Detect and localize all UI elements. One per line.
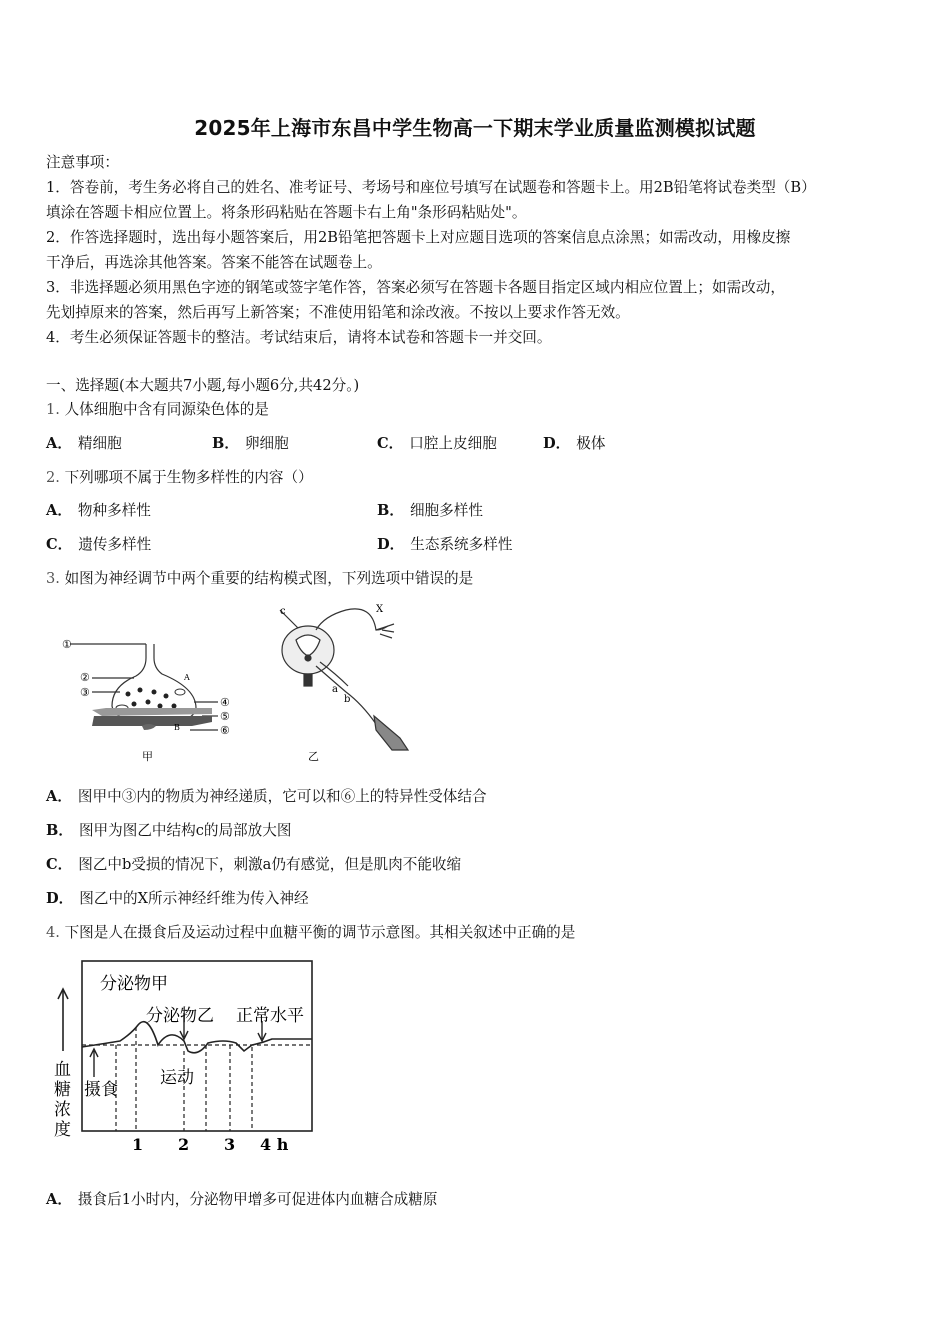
reflex-arc-figure [276, 600, 421, 766]
option-text: 卵细胞 [244, 435, 289, 452]
question-2 [46, 467, 313, 489]
option-text: 口腔上皮细胞 [409, 435, 497, 452]
q1-option-b[interactable] [212, 433, 289, 455]
option-label: D． [377, 536, 405, 553]
x-tick-label: 3 [224, 1135, 236, 1154]
q1-option-a[interactable] [46, 433, 122, 455]
annotation-exercise: 运动 [160, 1068, 194, 1088]
option-text: 图乙中b受损的情况下，刺激a仍有感觉，但是肌肉不能收缩 [78, 856, 462, 873]
notice-heading: 注意事项： [46, 154, 119, 171]
option-text: 生态系统多样性 [410, 536, 513, 553]
fig-caption: 甲 [142, 750, 153, 763]
option-label: B． [212, 435, 239, 452]
option-text: 图甲为图乙中结构c的局部放大图 [78, 822, 292, 839]
option-text: 图甲中③内的物质为神经递质，它可以和⑥上的特异性受体结合 [77, 788, 487, 805]
option-label: C． [46, 856, 73, 873]
q2-option-a[interactable] [46, 500, 151, 522]
option-label: B． [46, 822, 73, 839]
option-label: D． [46, 890, 74, 907]
notice-line: 4．考生必须保证答题卡的整洁。考试结束后，请将本试卷和答题卡一并交回。 [46, 329, 552, 346]
fig-label: ④ [220, 696, 230, 709]
option-label: B． [377, 502, 404, 519]
y-axis-label: 血 [54, 1060, 71, 1080]
fig-label: ③ [80, 686, 90, 699]
question-3 [46, 568, 473, 590]
question-stem: 下列哪项不属于生物多样性的内容（） [64, 469, 313, 486]
q2-option-d[interactable] [377, 534, 512, 556]
q3-option-c[interactable] [46, 854, 461, 876]
question-1 [46, 399, 269, 421]
annotation-normal-level: 正常水平 [236, 1006, 304, 1026]
section-heading: 一、选择题(本大题共7小题,每小题6分,共42分。) [46, 377, 360, 394]
x-tick-label: 2 [178, 1135, 190, 1154]
fig-label: ① [62, 638, 72, 651]
fig-label: A [184, 673, 190, 682]
q3-option-b[interactable] [46, 820, 291, 842]
option-label: C． [46, 536, 73, 553]
page-title: 2025年上海市东昌中学生物高一下期末学业质量监测模拟试题 [194, 116, 756, 140]
q1-option-c[interactable] [377, 433, 497, 455]
fig-label: b [344, 694, 351, 705]
option-text: 极体 [576, 435, 606, 452]
notice-line: 1．答卷前，考生务必将自己的姓名、准考证号、考场号和座位号填写在试题卷和答题卡上。用2B铅笔将试卷类型（B） [46, 179, 816, 196]
annotation-eating: 摄食 [84, 1080, 118, 1100]
y-axis-label: 度 [54, 1120, 71, 1140]
annotation-secretion-a: 分泌物甲 [100, 974, 168, 994]
notice-line: 2．作答选择题时，选出每小题答案后，用2B铅笔把答题卡上对应题目选项的答案信息点涂黑；如需改动，用橡皮擦 [46, 229, 791, 246]
q3-option-a[interactable] [46, 786, 487, 808]
fig-label: B [174, 723, 180, 732]
question-number: 1. [46, 401, 60, 418]
option-text: 图乙中的X所示神经纤维为传入神经 [79, 890, 309, 907]
option-label: C． [377, 435, 404, 452]
notice-line: 填涂在答题卡相应位置上。将条形码粘贴在答题卡右上角"条形码粘贴处"。 [46, 204, 527, 221]
fig-label: X [376, 604, 384, 615]
option-text: 遗传多样性 [78, 536, 152, 553]
q2-option-b[interactable] [377, 500, 483, 522]
fig-label: a [332, 684, 338, 695]
notice-line: 先划掉原来的答案，然后再写上新答案；不准使用铅笔和涂改液。不按以上要求作答无效。 [46, 304, 630, 321]
q2-option-c[interactable] [46, 534, 151, 556]
option-text: 摄食后1小时内，分泌物甲增多可促进体内血糖合成糖原 [77, 1191, 438, 1208]
question-number: 2. [46, 469, 60, 486]
option-label: D． [543, 435, 571, 452]
fig-label: ⑥ [220, 724, 230, 737]
option-text: 物种多样性 [77, 502, 151, 519]
q1-option-d[interactable] [543, 433, 605, 455]
question-number: 4. [46, 924, 60, 941]
synapse-figure [62, 630, 282, 770]
option-text: 精细胞 [77, 435, 122, 452]
option-label: A． [46, 502, 72, 519]
blood-glucose-figure [48, 955, 328, 1160]
question-stem: 如图为神经调节中两个重要的结构模式图，下列选项中错误的是 [64, 570, 474, 587]
question-4 [46, 922, 575, 944]
notice-line: 干净后，再选涂其他答案。答案不能答在试题卷上。 [46, 254, 382, 271]
q3-option-d[interactable] [46, 888, 309, 910]
y-axis-label: 糖 [54, 1080, 71, 1100]
y-axis-label: 浓 [54, 1100, 71, 1120]
x-tick-label: 4 h [260, 1135, 289, 1154]
fig-label: c [280, 606, 286, 617]
question-stem: 下图是人在摄食后及运动过程中血糖平衡的调节示意图。其相关叙述中正确的是 [64, 924, 576, 941]
option-label: A． [46, 1191, 72, 1208]
q4-option-a[interactable] [46, 1189, 437, 1211]
option-label: A． [46, 435, 72, 452]
notice-block [46, 150, 906, 350]
option-text: 细胞多样性 [409, 502, 483, 519]
option-label: A． [46, 788, 72, 805]
question-number: 3. [46, 570, 60, 587]
x-tick-label: 1 [132, 1135, 144, 1154]
question-stem: 人体细胞中含有同源染色体的是 [64, 401, 269, 418]
notice-line: 3．非选择题必须用黑色字迹的钢笔或签字笔作答，答案必须写在答题卡各题目指定区域内相应位置上；如需改动， [46, 279, 785, 296]
annotation-secretion-b: 分泌物乙 [146, 1006, 214, 1026]
fig-label: ⑤ [220, 710, 230, 723]
fig-caption: 乙 [308, 750, 319, 763]
fig-label: ② [80, 671, 90, 684]
